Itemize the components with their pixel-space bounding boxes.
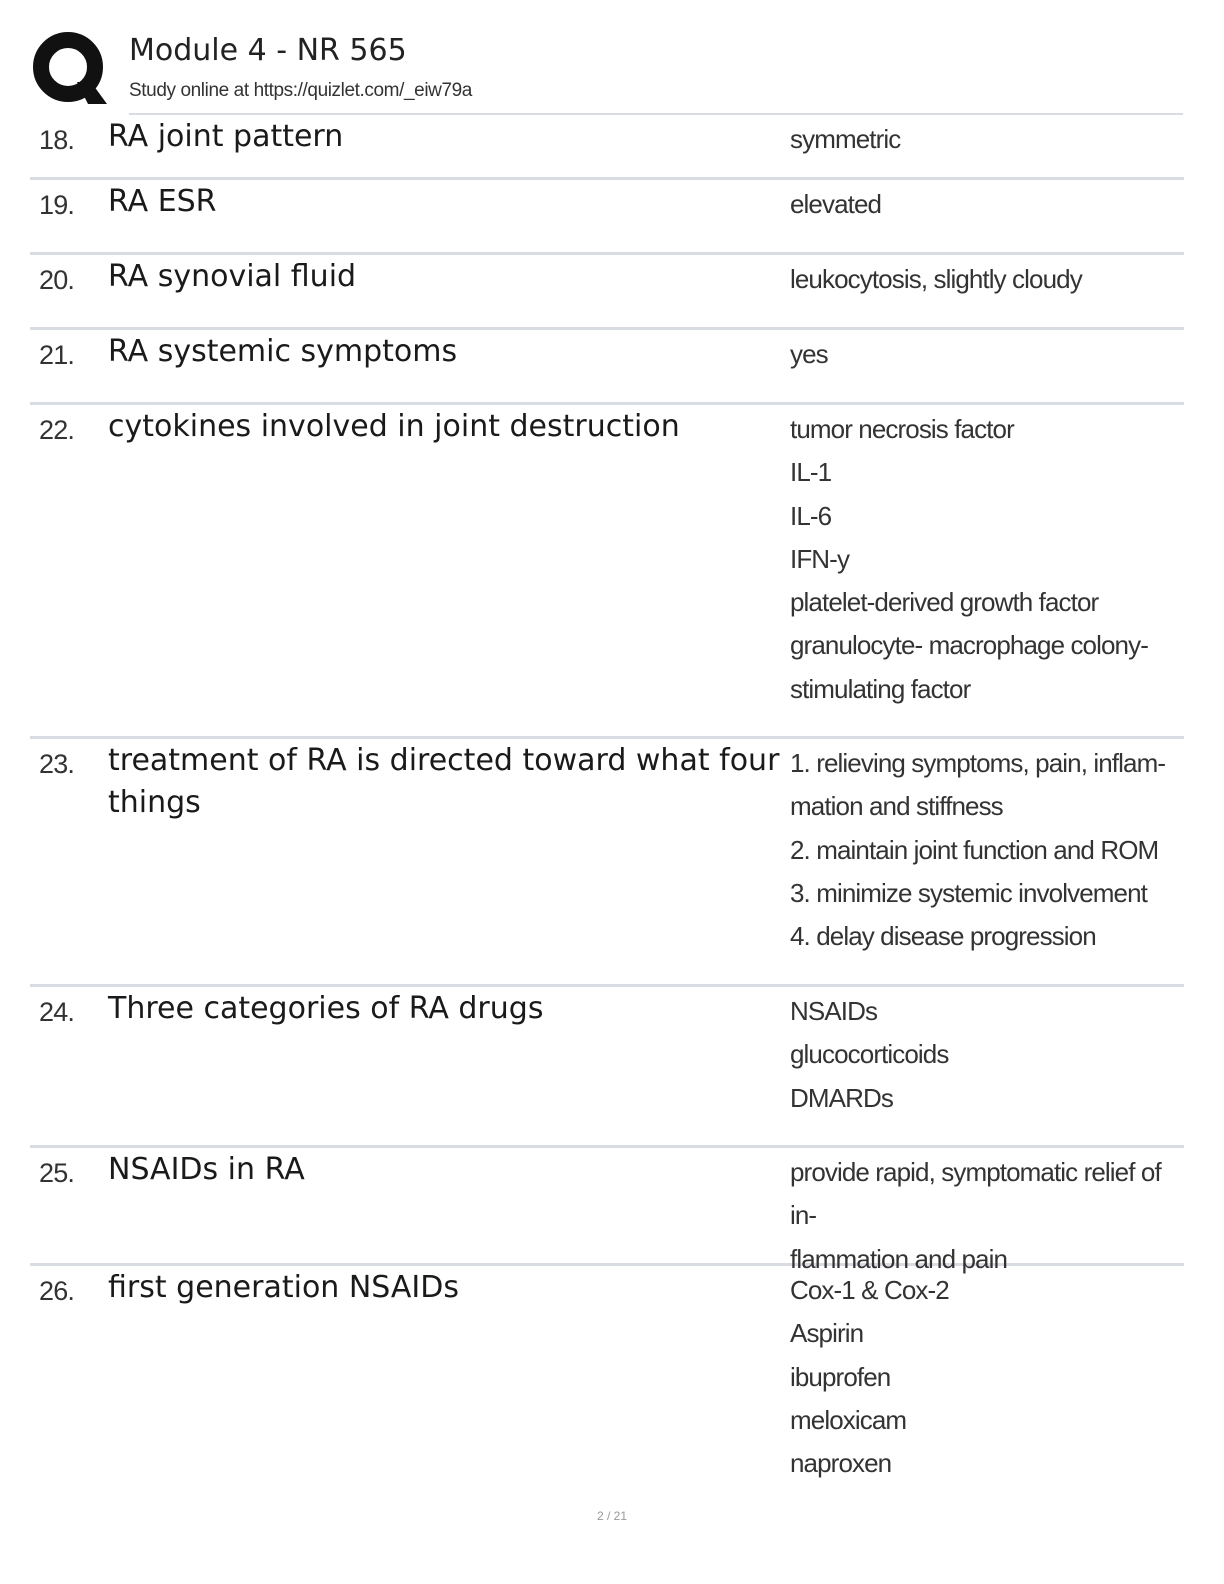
card-term: RA joint pattern [108, 119, 344, 154]
card-number: 20. [39, 265, 75, 295]
card-term: RA ESR [108, 184, 217, 219]
flashcard-row [30, 180, 1184, 255]
card-term: first generation NSAIDs [108, 1270, 459, 1305]
card-number: 22. [39, 415, 75, 445]
card-term: RA synovial fluid [108, 259, 357, 294]
flashcard-row [30, 330, 1184, 405]
card-number: 23. [39, 749, 75, 779]
card-term: cytokines involved in joint destruction [108, 409, 680, 444]
card-definition: yes [790, 339, 828, 369]
card-definition: provide rapid, symptomatic relief of in- flammation and pain [790, 1157, 1161, 1274]
flashcard-row [30, 255, 1184, 330]
card-definition: NSAIDs glucocorticoids DMARDs [790, 996, 949, 1113]
card-number: 24. [39, 997, 75, 1027]
card-term: Three categories of RA drugs [108, 991, 544, 1026]
flashcard-row [30, 1148, 1184, 1274]
flashcard-row [30, 115, 1184, 180]
quizlet-logo-icon [31, 30, 109, 108]
card-definition: tumor necrosis factor IL-1 IL-6 IFN-y platelet-derived growth factor granulocyte- macrophage colony- stimulating factor [790, 414, 1148, 704]
card-definition: elevated [790, 189, 882, 219]
card-definition: leukocytosis, slightly cloudy [790, 264, 1082, 294]
flashcard-list [30, 115, 1184, 1498]
flashcard-row [30, 739, 1184, 987]
flashcard-row [30, 1266, 1184, 1498]
study-link[interactable]: Study online at https://quizlet.com/_eiw79a [129, 80, 472, 101]
card-number: 25. [39, 1158, 75, 1188]
card-term: treatment of RA is directed toward what four things [108, 743, 780, 820]
card-term: NSAIDs in RA [108, 1152, 305, 1187]
card-number: 19. [39, 190, 75, 220]
card-definition: 1. relieving symptoms, pain, inflam- mation and stiffness 2. maintain joint function and ROM 3. minimize systemic involvement 4. delay disease progression [790, 748, 1166, 952]
card-number: 18. [39, 125, 75, 155]
flashcard-row [30, 405, 1184, 739]
card-term: RA systemic symptoms [108, 334, 458, 369]
card-number: 26. [39, 1276, 75, 1306]
card-number: 21. [39, 340, 75, 370]
page-title: Module 4 - NR 565 [129, 33, 407, 68]
card-definition: symmetric [790, 124, 901, 154]
flashcard-row [30, 987, 1184, 1148]
page-number: 2 / 21 [596, 1509, 628, 1523]
card-definition: Cox-1 & Cox-2 Aspirin ibuprofen meloxicam naproxen [790, 1275, 949, 1479]
